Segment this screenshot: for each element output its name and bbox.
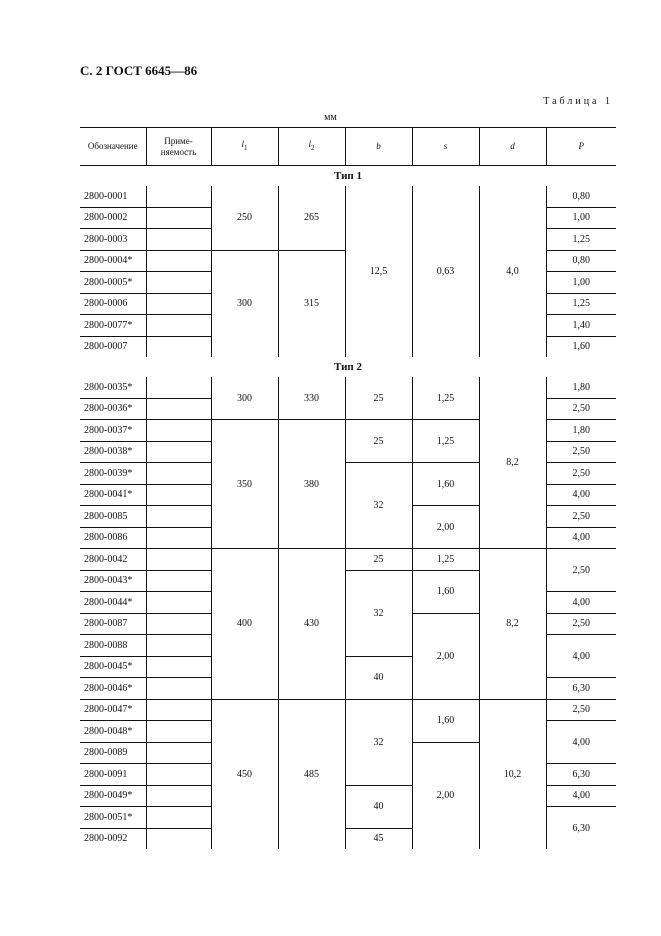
applicability-cell — [146, 463, 211, 485]
applicability-cell — [146, 570, 211, 592]
table-row — [80, 377, 616, 398]
p-cell: 4,00 — [546, 484, 616, 506]
applicability-cell — [146, 441, 211, 463]
applicability-cell — [146, 377, 211, 398]
d-cell: 8,2 — [479, 377, 546, 549]
applicability-cell — [146, 807, 211, 829]
designation-cell: 2800-0003 — [80, 229, 146, 251]
col-l2: $l_2$ — [278, 128, 345, 166]
designation-cell: 2800-0042 — [80, 549, 146, 571]
p-cell: 4,00 — [546, 592, 616, 614]
designation-cell: 2800-0004* — [80, 250, 146, 272]
b-cell: 25 — [345, 377, 412, 420]
table-row — [80, 699, 616, 721]
applicability-cell — [146, 250, 211, 272]
designation-cell: 2800-0037* — [80, 420, 146, 442]
col-designation: Обозначение — [80, 128, 146, 166]
p-cell: 1,25 — [546, 293, 616, 315]
designation-cell: 2800-0038* — [80, 441, 146, 463]
p-cell: 4,00 — [546, 635, 616, 678]
type2-label: Тип 2 — [334, 361, 362, 373]
unit-label: мм — [324, 112, 337, 123]
p-cell: 1,25 — [546, 229, 616, 251]
s-cell: 0,63 — [412, 186, 479, 357]
applicability-cell — [146, 420, 211, 442]
designation-cell: 2800-0044* — [80, 592, 146, 614]
d-cell: 4,0 — [479, 186, 546, 357]
s-cell: 1,60 — [412, 463, 479, 506]
p-cell: 1,80 — [546, 420, 616, 442]
p-cell: 0,80 — [546, 186, 616, 207]
designation-cell: 2800-0088 — [80, 635, 146, 657]
applicability-cell — [146, 699, 211, 721]
col-applicability: Приме- няемость — [146, 128, 211, 166]
designation-cell: 2800-0039* — [80, 463, 146, 485]
designation-cell: 2800-0048* — [80, 721, 146, 743]
b-cell: 32 — [345, 463, 412, 549]
b-cell: 32 — [345, 699, 412, 785]
applicability-cell — [146, 229, 211, 251]
applicability-cell — [146, 549, 211, 571]
l2-cell: 265 — [278, 186, 345, 250]
p-cell: 2,50 — [546, 699, 616, 721]
p-cell: 1,00 — [546, 207, 616, 229]
p-cell: 6,30 — [546, 678, 616, 700]
designation-cell: 2800-0036* — [80, 398, 146, 420]
table-reference: Таблица 1 — [543, 96, 613, 107]
applicability-cell — [146, 186, 211, 207]
type1-label-row — [80, 166, 616, 187]
l1-cell: 300 — [211, 250, 278, 357]
applicability-cell — [146, 336, 211, 357]
table-header-row — [80, 128, 616, 166]
designation-cell: 2800-0007 — [84, 341, 128, 353]
p-cell: 6,30 — [546, 807, 616, 850]
p-cell: 4,00 — [546, 785, 616, 807]
p-cell: 1,00 — [546, 272, 616, 294]
p-cell: 2,50 — [546, 463, 616, 485]
d-cell: 10,2 — [479, 699, 546, 849]
b-cell: 25 — [345, 549, 412, 571]
l1-cell: 450 — [211, 699, 278, 849]
p-cell: 2,50 — [546, 441, 616, 463]
s-cell: 1,60 — [412, 570, 479, 613]
s-cell: 1,60 — [412, 699, 479, 742]
applicability-cell — [146, 484, 211, 506]
l2-cell: 315 — [278, 250, 345, 357]
applicability-cell — [146, 785, 211, 807]
s-cell: 2,00 — [412, 742, 479, 849]
designation-cell: 2800-0051* — [80, 807, 146, 829]
l1-cell: 250 — [211, 186, 278, 250]
designation-cell: 2800-0089 — [80, 742, 146, 764]
designation-cell: 2800-0005* — [80, 272, 146, 294]
applicability-cell — [146, 828, 211, 849]
designation-cell: 2800-0077* — [80, 315, 146, 337]
b-cell: 40 — [345, 656, 412, 699]
col-l1: $l_1$ — [211, 128, 278, 166]
applicability-cell — [146, 678, 211, 700]
l2-cell: 380 — [278, 420, 345, 549]
designation-cell: 2800-0035* — [80, 377, 146, 398]
designation-cell: 2800-0041* — [80, 484, 146, 506]
b-cell: 25 — [345, 420, 412, 463]
applicability-cell — [146, 293, 211, 315]
designation-cell: 2800-0092 — [84, 833, 128, 845]
applicability-cell — [146, 592, 211, 614]
applicability-cell — [146, 613, 211, 635]
p-cell: 2,50 — [546, 549, 616, 592]
designation-cell: 2800-0049* — [80, 785, 146, 807]
dimensions-table — [80, 127, 616, 849]
p-cell: 1,80 — [546, 377, 616, 398]
applicability-cell — [146, 764, 211, 786]
s-cell: 2,00 — [412, 506, 479, 549]
l2-cell: 330 — [278, 377, 345, 420]
p-cell: 1,60 — [546, 336, 616, 357]
designation-cell: 2800-0006 — [80, 293, 146, 315]
applicability-cell — [146, 742, 211, 764]
designation-cell: 2800-0043* — [80, 570, 146, 592]
designation-cell: 2800-0002 — [80, 207, 146, 229]
b-cell: 32 — [345, 570, 412, 656]
table-row — [80, 549, 616, 571]
applicability-cell — [146, 527, 211, 549]
applicability-cell — [146, 656, 211, 678]
applicability-cell — [146, 506, 211, 528]
l1-cell: 400 — [211, 549, 278, 700]
applicability-cell — [146, 635, 211, 657]
d-cell: 8,2 — [479, 549, 546, 700]
p-cell: 4,00 — [546, 721, 616, 764]
applicability-cell — [146, 315, 211, 337]
s-cell: 2,00 — [412, 613, 479, 699]
p-cell: 2,50 — [546, 613, 616, 635]
col-p: P — [546, 128, 616, 166]
l2-cell: 430 — [278, 549, 345, 700]
p-cell: 6,30 — [546, 764, 616, 786]
designation-cell: 2800-0001 — [80, 186, 146, 207]
p-cell: 2,50 — [546, 398, 616, 420]
type2-label-row — [80, 357, 616, 377]
s-cell: 1,25 — [412, 377, 479, 420]
type1-label: Тип 1 — [334, 170, 362, 182]
b-cell: 45 — [345, 828, 412, 849]
s-cell: 1,25 — [412, 420, 479, 463]
l1-cell: 300 — [211, 377, 278, 420]
l1-cell: 350 — [211, 420, 278, 549]
page-header: С. 2 ГОСТ 6645—86 — [80, 63, 198, 78]
l2-cell: 485 — [278, 699, 345, 849]
designation-cell: 2800-0045* — [80, 656, 146, 678]
designation-cell: 2800-0086 — [80, 527, 146, 549]
p-cell: 0,80 — [546, 250, 616, 272]
col-d: d — [479, 128, 546, 166]
applicability-cell — [146, 398, 211, 420]
designation-cell: 2800-0085 — [80, 506, 146, 528]
b-cell: 12,5 — [345, 186, 412, 357]
col-s: s — [412, 128, 479, 166]
p-cell: 1,40 — [546, 315, 616, 337]
s-cell: 1,25 — [412, 549, 479, 571]
applicability-cell — [146, 721, 211, 743]
p-cell: 2,50 — [546, 506, 616, 528]
designation-cell: 2800-0046* — [80, 678, 146, 700]
designation-cell: 2800-0047* — [80, 699, 146, 721]
applicability-cell — [146, 207, 211, 229]
b-cell: 40 — [345, 785, 412, 828]
designation-cell: 2800-0087 — [80, 613, 146, 635]
applicability-cell — [146, 272, 211, 294]
p-cell: 4,00 — [546, 527, 616, 549]
col-b: b — [345, 128, 412, 166]
designation-cell: 2800-0091 — [80, 764, 146, 786]
table-row — [80, 186, 616, 207]
